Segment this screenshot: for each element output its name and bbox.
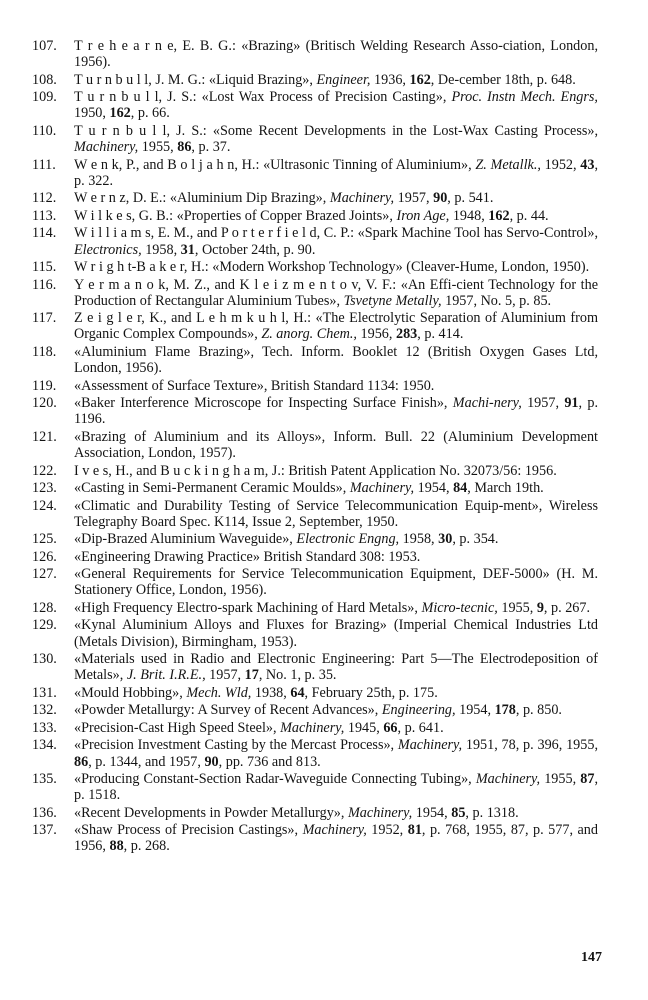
reference-journal: Machinery, [347, 804, 413, 821]
reference-number: 128. [32, 599, 57, 616]
reference-segment: , p. 1344, and 1957, [88, 753, 205, 770]
reference-text [74, 771, 598, 803]
reference-segment: , p. 1518. [74, 771, 598, 804]
reference-segment: «Mould Hobbing», [74, 684, 187, 701]
reference-segment: «Brazing of Aluminium and its Alloys», Inform. Bull. 22 (Aluminium Development Association, London, 1957). [74, 428, 598, 462]
reference-segment: T u r n b u l l, J. S.: «Lost Wax Process of Precision Casting», [74, 89, 452, 106]
reference-text [74, 225, 598, 257]
reference-number: 126. [32, 548, 57, 565]
reference-journal: Machi-nery, [452, 395, 522, 412]
reference-number: 118. [32, 343, 57, 360]
reference-segment: 1936, [370, 71, 410, 88]
reference-segment: «Assessment of Surface Texture», British Standard 1134: 1950. [74, 377, 435, 394]
reference-journal: Electronic Engng, [296, 531, 400, 548]
reference-segment: , p. 414. [417, 326, 464, 343]
reference-volume: 31 [180, 241, 195, 258]
reference-segment: «Shaw Process of Precision Castings», [74, 822, 303, 839]
reference-journal: Iron Age, [396, 207, 450, 224]
reference-entry [32, 771, 598, 803]
reference-text [74, 344, 598, 376]
reference-text [74, 480, 598, 496]
reference-number: 123. [32, 480, 57, 497]
reference-segment: 1958, [399, 531, 439, 548]
reference-text [74, 531, 598, 547]
reference-entry [32, 549, 598, 565]
reference-number: 129. [32, 617, 57, 634]
reference-number: 134. [32, 737, 57, 754]
reference-segment: , p. 267. [543, 599, 591, 616]
reference-volume: 43 [580, 156, 595, 173]
reference-segment: W i l l i a m s, E. M., and P o r t e r f i e l d, C. P.: «Spark Machine Tool has Servo-Control», [74, 225, 598, 242]
reference-entry [32, 600, 598, 616]
reference-segment: I v e s, H., and B u c k i n g h a m, J.: British Patent Application No. 32073/56: 1956. [74, 462, 557, 479]
reference-volume: 90 [204, 753, 219, 770]
reference-entry [32, 378, 598, 394]
reference-segment: «Dip-Brazed Aluminium Waveguide», [74, 531, 297, 548]
reference-number: 127. [32, 566, 57, 583]
reference-segment: «Engineering Drawing Practice» British Standard 308: 1953. [74, 548, 421, 565]
reference-segment: 1948, [449, 207, 489, 224]
reference-text [74, 549, 598, 565]
reference-entry [32, 259, 598, 275]
reference-entry [32, 38, 598, 70]
reference-entry [32, 566, 598, 598]
reference-entry [32, 822, 598, 854]
reference-segment: , p. 66. [130, 105, 170, 122]
reference-entry [32, 208, 598, 224]
reference-volume: 9 [536, 599, 544, 616]
reference-number: 115. [32, 259, 57, 276]
reference-number: 110. [32, 122, 57, 139]
reference-entry [32, 617, 598, 649]
reference-entry [32, 277, 598, 309]
reference-segment: , No. 1, p. 35. [258, 667, 337, 684]
reference-number: 113. [32, 207, 57, 224]
reference-segment: , De-cember 18th, p. 648. [430, 71, 576, 88]
reference-segment: 1957, [205, 667, 245, 684]
reference-number: 107. [32, 38, 57, 54]
reference-segment: 1950, [74, 105, 110, 122]
reference-segment: «General Requirements for Service Telecommunication Equipment, DEF-5000» (H. M. Stationery Office, London, 1956). [74, 566, 598, 599]
reference-segment: W r i g h t-B a k e r, H.: «Modern Workshop Technology» (Cleaver-Hume, London, 1950). [74, 259, 590, 276]
page-number: 147 [581, 950, 602, 965]
reference-segment: «Precision Investment Casting by the Mercast Process», [74, 737, 398, 754]
reference-segment: «High Frequency Electro-spark Machining of Hard Metals», [74, 599, 422, 616]
reference-journal: Machinery, [475, 771, 541, 788]
reference-entry [32, 463, 598, 479]
reference-number: 130. [32, 651, 57, 668]
reference-journal: Z. Metallk., [475, 156, 541, 173]
reference-segment: , p. 541. [447, 190, 494, 207]
reference-entry [32, 190, 598, 206]
reference-segment: 1951, 78, p. 396, 1955, [462, 737, 598, 754]
reference-volume: 162 [488, 207, 510, 224]
reference-entry [32, 702, 598, 718]
reference-segment: , p. 268. [123, 838, 170, 855]
reference-segment: Z e i g l e r, K., and L e h m k u h l, H.: «The Electrolytic Separation of Aluminium from Organic Complex Compounds», [74, 310, 598, 343]
reference-segment: «Casting in Semi-Permanent Ceramic Moulds», [74, 480, 350, 497]
reference-segment: «Kynal Aluminium Alloys and Fluxes for Brazing» (Imperial Chemical Industries Ltd (Metals Division), Birmingham, 1953). [74, 617, 598, 650]
reference-text [74, 498, 598, 530]
reference-text [74, 277, 598, 309]
reference-segment: 1945, [344, 719, 384, 736]
reference-number: 122. [32, 462, 57, 479]
reference-volume: 86 [177, 139, 192, 156]
reference-segment: W i l k e s, G. B.: «Properties of Copper Brazed Joints», [74, 207, 397, 224]
reference-journal: Machinery, [280, 719, 345, 736]
reference-text [74, 429, 598, 461]
reference-text [74, 805, 598, 821]
reference-text [74, 395, 598, 427]
reference-journal: Tsvetyne Metally, [343, 292, 442, 309]
reference-volume: 64 [290, 684, 305, 701]
reference-text [74, 617, 598, 649]
reference-text [74, 378, 598, 394]
reference-number: 135. [32, 771, 57, 788]
reference-segment: , March 19th. [467, 480, 544, 497]
reference-entry [32, 344, 598, 376]
reference-number: 125. [32, 531, 57, 548]
reference-segment: 1954, [414, 480, 454, 497]
reference-segment: 1958, [141, 241, 181, 258]
reference-segment: «Aluminium Flame Brazing», Tech. Inform. Booklet 12 (British Oxygen Gases Ltd, London, 1956). [74, 343, 598, 377]
reference-segment: , February 25th, p. 175. [304, 684, 438, 701]
reference-volume: 30 [438, 531, 453, 548]
reference-segment: 1955, [540, 771, 581, 788]
reference-segment: 1954, [412, 804, 452, 821]
reference-number: 136. [32, 804, 57, 821]
reference-text [74, 737, 598, 769]
reference-entry [32, 737, 598, 769]
reference-volume: 283 [395, 326, 418, 343]
reference-segment: , p. 37. [191, 139, 231, 156]
reference-number: 119. [32, 377, 57, 394]
reference-journal: Engineer, [316, 71, 371, 88]
reference-segment: 1957, No. 5, p. 85. [441, 292, 552, 309]
reference-entry [32, 123, 598, 155]
reference-segment: 1952, [366, 822, 408, 839]
reference-text [74, 259, 598, 275]
reference-text [74, 208, 598, 224]
reference-entry [32, 531, 598, 547]
reference-number: 137. [32, 822, 57, 839]
reference-volume: 66 [383, 719, 398, 736]
reference-entry [32, 685, 598, 701]
reference-volume: 87 [580, 771, 595, 788]
reference-text [74, 38, 598, 70]
reference-text [74, 702, 598, 718]
reference-entry [32, 805, 598, 821]
reference-number: 111. [32, 156, 56, 173]
reference-volume: 85 [451, 804, 466, 821]
reference-volume: 81 [407, 822, 422, 839]
reference-segment: W e r n z, D. E.: «Aluminium Dip Brazing», [74, 190, 330, 207]
reference-number: 112. [32, 190, 57, 207]
reference-text [74, 566, 598, 598]
reference-segment: «Powder Metallurgy: A Survey of Recent Advances», [74, 702, 382, 719]
reference-volume: 162 [109, 105, 131, 122]
reference-entry [32, 395, 598, 427]
reference-journal: Mech. Wld, [186, 684, 252, 701]
reference-journal: Proc. Instn Mech. Engrs, [451, 89, 598, 106]
reference-segment: 1952, [540, 156, 581, 173]
reference-segment: , p. 354. [452, 531, 499, 548]
reference-journal: Machinery, [329, 190, 395, 207]
reference-journal: J. Brit. I.R.E., [126, 667, 206, 684]
reference-entry [32, 720, 598, 736]
reference-journal: Engineering, [381, 702, 456, 719]
reference-segment: T r e h e a r n e, E. B. G.: «Brazing» (Britisch Welding Research Asso-ciation, London, 1956). [74, 38, 598, 71]
reference-volume: 86 [74, 753, 89, 770]
reference-journal: Machinery, [397, 737, 463, 754]
reference-number: 117. [32, 310, 57, 327]
reference-segment: , p. 1318. [465, 804, 519, 821]
reference-number: 109. [32, 89, 57, 106]
reference-segment: «Precision-Cast High Speed Steel», [74, 719, 281, 736]
reference-segment: 1957, [521, 395, 565, 412]
reference-segment: «Climatic and Durability Testing of Service Telecommunication Equip-ment», Wireless Telegraphy Board Spec. K114, Issue 2, September, 1950. [74, 497, 598, 530]
reference-segment: «Producing Constant-Section Radar-Waveguide Connecting Tubing», [74, 771, 476, 788]
reference-volume: 162 [409, 71, 431, 88]
reference-segment: W e n k, P., and B o l j a h n, H.: «Ultrasonic Tinning of Aluminium», [74, 156, 476, 173]
reference-number: 120. [32, 395, 57, 412]
reference-segment: T u r n b u l l, J. M. G.: «Liquid Brazing», [74, 71, 317, 88]
reference-text [74, 89, 598, 121]
reference-text [74, 310, 598, 342]
reference-entry [32, 89, 598, 121]
reference-segment: , p. 768, 1955, 87, p. 577, and 1956, [74, 822, 598, 855]
reference-text [74, 463, 598, 479]
reference-segment: Y e r m a n o k, M. Z., and K l e i z m e n t o v, V. F.: «An Effi-cient Technology for the Production of Rectangular Aluminium Tubes», [74, 276, 598, 309]
reference-list [32, 38, 598, 856]
reference-text [74, 685, 598, 701]
reference-volume: 90 [433, 190, 448, 207]
reference-segment: , p. 322. [74, 156, 598, 189]
reference-journal: Machinery, [349, 480, 415, 497]
reference-text [74, 123, 598, 155]
reference-text [74, 822, 598, 854]
reference-segment: 1956, [356, 326, 396, 343]
reference-volume: 91 [564, 395, 579, 412]
reference-number: 124. [32, 497, 57, 514]
reference-journal: Electronics, [74, 241, 142, 258]
reference-number: 108. [32, 71, 57, 88]
reference-entry [32, 498, 598, 530]
reference-journal: Micro-tecnic, [421, 599, 498, 616]
reference-text [74, 720, 598, 736]
reference-volume: 178 [494, 702, 516, 719]
reference-entry [32, 429, 598, 461]
reference-volume: 17 [244, 667, 259, 684]
reference-volume: 84 [453, 480, 468, 497]
reference-segment: , pp. 736 and 813. [218, 753, 321, 770]
reference-segment: 1957, [394, 190, 434, 207]
reference-number: 131. [32, 684, 57, 701]
reference-number: 116. [32, 276, 57, 293]
reference-segment: 1938, [251, 684, 291, 701]
reference-segment: 1955, [138, 139, 178, 156]
reference-segment: 1954, [455, 702, 495, 719]
reference-entry [32, 480, 598, 496]
reference-segment: , October 24th, p. 90. [194, 241, 316, 258]
reference-text [74, 72, 598, 88]
reference-text [74, 651, 598, 683]
reference-segment: «Materials used in Radio and Electronic Engineering: Part 5—The Electrodeposition of Metals», [74, 651, 598, 684]
reference-segment: , p. 850. [515, 702, 562, 719]
reference-number: 121. [32, 428, 57, 445]
reference-number: 114. [32, 225, 57, 242]
reference-segment: T u r n b u l l, J. S.: «Some Recent Developments in the Lost-Wax Casting Process», [74, 122, 598, 139]
reference-entry [32, 310, 598, 342]
reference-segment: , p. 44. [509, 207, 549, 224]
reference-number: 132. [32, 702, 57, 719]
reference-journal: Machinery, [74, 139, 139, 156]
reference-volume: 88 [109, 838, 124, 855]
reference-segment: , p. 1196. [74, 395, 599, 428]
reference-segment: , p. 641. [397, 719, 444, 736]
reference-text [74, 190, 598, 206]
reference-segment: «Baker Interference Microscope for Inspecting Surface Finish», [74, 395, 453, 412]
reference-number: 133. [32, 719, 57, 736]
reference-text [74, 600, 598, 616]
reference-segment: 1955, [497, 599, 537, 616]
reference-entry [32, 157, 598, 189]
reference-journal: Machinery, [302, 822, 367, 839]
reference-entry [32, 225, 598, 257]
reference-entry [32, 72, 598, 88]
reference-text [74, 157, 598, 189]
reference-entry [32, 651, 598, 683]
reference-segment: «Recent Developments in Powder Metallurgy», [74, 804, 348, 821]
reference-journal: Z. anorg. Chem., [261, 326, 357, 343]
